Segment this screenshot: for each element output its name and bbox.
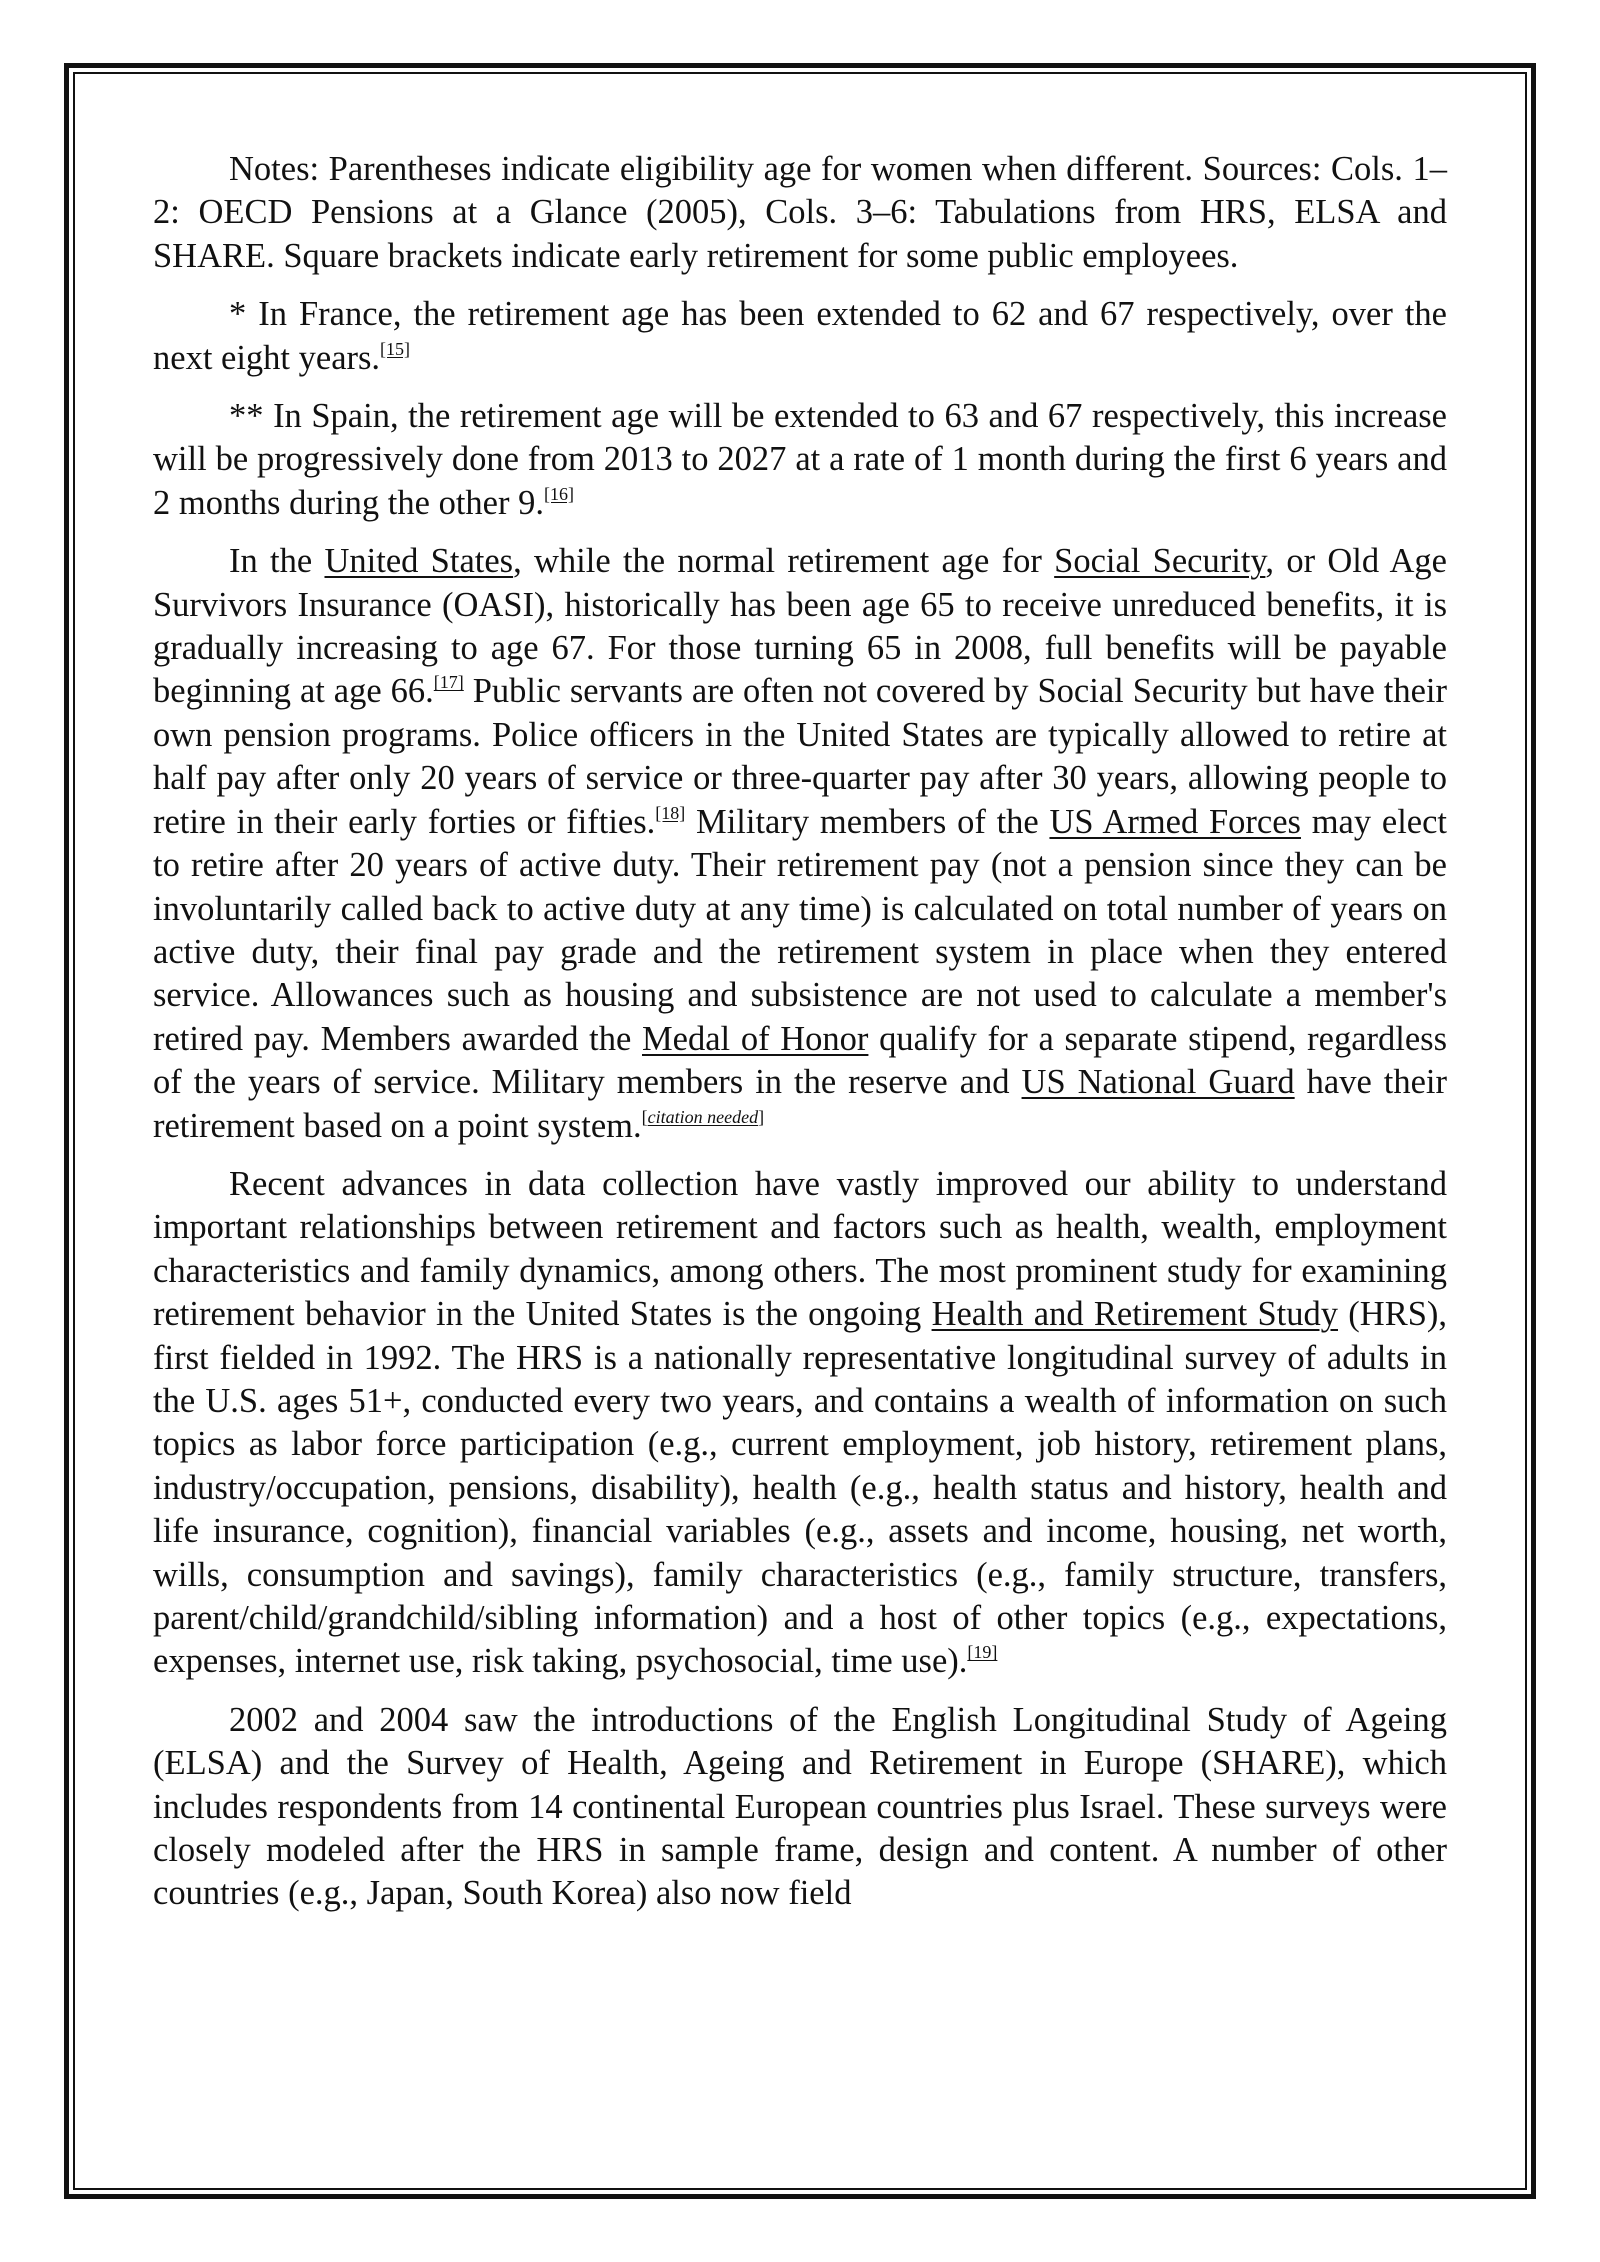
reference-17-link[interactable]: [17] [433, 672, 464, 693]
us-text-4: Public servants are often not covered by Social Security but have their own pension programs. Police officers in the United States are typically allowed to retire at half pay after only 20 years of service or three-quarter pay after 30 years, allowing people to retire in their early forties or fifties. [153, 672, 1447, 841]
notes-text: Notes: Parentheses indicate eligibility age for women when different. Sources: Cols. 1–2: OECD Pensions at a Glance (2005), Cols. 3–6: Tabulations from HRS, ELSA and SHARE. Square brackets indicate early retirement for some public employees. [153, 150, 1447, 275]
reference-18 [655, 803, 685, 823]
france-note-paragraph [153, 293, 1447, 380]
citation-needed [642, 1107, 764, 1127]
us-text-6: may elect to retire after 20 years of active duty. Their retirement pay (not a pension since they can be involuntarily called back to active duty at any time) is calculated on total number of years on active duty, their final pay grade and the retirement system in place when they entered service. Allowances such as housing and subsistence are not used to calculate a member's retired pay. Members awarded the [153, 802, 1447, 1058]
link-medal-of-honor[interactable]: Medal of Honor [642, 1019, 869, 1058]
us-text-1: In the [229, 542, 325, 581]
link-united-states[interactable]: United States [324, 542, 514, 581]
elsa-share-paragraph [153, 1699, 1447, 1916]
elsa-share-text: 2002 and 2004 saw the introductions of the English Longitudinal Study of Ageing (ELSA) and the Survey of Health, Ageing and Retirement in Europe (SHARE), which includes respondents from 14 continental European countries plus Israel. These surveys were closely modeled after the HRS in sample frame, design and content. A number of other countries (e.g., Japan, South Korea) also now field [153, 1700, 1447, 1913]
reference-16 [544, 484, 574, 504]
citation-needed-open-bracket: [ [641, 1106, 648, 1127]
link-us-national-guard[interactable]: US National Guard [1021, 1063, 1295, 1102]
reference-15 [380, 339, 410, 359]
reference-15-link[interactable]: [15] [380, 338, 411, 359]
reference-19 [967, 1642, 997, 1662]
us-text-5: Military members of the [685, 802, 1050, 841]
reference-17 [434, 672, 464, 692]
reference-18-link[interactable]: [18] [655, 802, 686, 823]
notes-paragraph [153, 148, 1447, 278]
us-text-2: , while the normal retirement age for [513, 542, 1055, 581]
link-health-and-retirement-study[interactable]: Health and Retirement Study [931, 1295, 1338, 1334]
us-text-3: , or Old Age Survivors Insurance (OASI), historically has been age 65 to receive unreduced benefits, it is gradually increasing to age 67. For those turning 65 in 2008, full benefits will be payable beginning at age 66. [153, 542, 1447, 711]
us-text-8: have their retirement based on a point system. [153, 1063, 1447, 1145]
spain-note-paragraph [153, 395, 1447, 525]
data-collection-paragraph [153, 1163, 1447, 1684]
france-note-text: * In France, the retirement age has been extended to 62 and 67 respectively, over the next eight years. [153, 295, 1447, 377]
united-states-paragraph [153, 540, 1447, 1148]
citation-needed-close-bracket: ] [758, 1106, 765, 1127]
link-social-security[interactable]: Social Security [1054, 542, 1266, 581]
spain-note-text: ** In Spain, the retirement age will be extended to 63 and 67 respectively, this increase will be progressively done from 2013 to 2027 at a rate of 1 month during the first 6 years and 2 months during the other 9. [153, 397, 1447, 522]
reference-16-link[interactable]: [16] [543, 483, 574, 504]
link-us-armed-forces[interactable]: US Armed Forces [1049, 802, 1301, 841]
citation-needed-link[interactable]: citation needed [647, 1106, 759, 1127]
hrs-text-2: (HRS), first fielded in 1992. The HRS is a nationally representative longitudinal survey of adults in the U.S. ages 51+, conducted every two years, and contains a wealth of information on such topics as labor force participation (e.g., current employment, job history, retirement plans, industry/occupation, pensions, disability), health (e.g., health status and history, health and life insurance, cognition), financial variables (e.g., assets and income, housing, net worth, wills, consumption and savings), family characteristics (e.g., family structure, transfers, parent/child/grandchild/sibling information) and a host of other topics (e.g., expectations, expenses, internet use, risk taking, psychosocial, time use). [153, 1295, 1448, 1681]
reference-19-link[interactable]: [19] [967, 1642, 998, 1663]
document-body [153, 148, 1447, 1916]
us-text-7: qualify for a separate stipend, regardless of the years of service. Military members in the reserve and [153, 1019, 1447, 1102]
hrs-text-1: Recent advances in data collection have vastly improved our ability to understand important relationships between retirement and factors such as health, wealth, employment characteristics and family dynamics, among others. The most prominent study for examining retirement behavior in the United States is the ongoing [153, 1164, 1447, 1334]
